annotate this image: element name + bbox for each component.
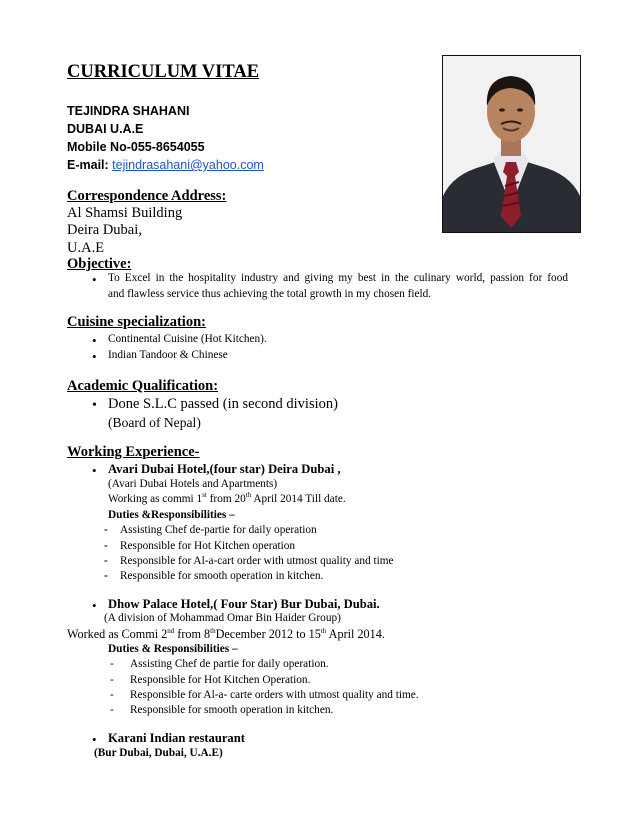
job2-period-b: from 8 (174, 627, 211, 641)
dash-icon: - (110, 674, 114, 686)
address-line: Deira Dubai, (67, 222, 142, 238)
academic-heading: Academic Qualification: (67, 378, 219, 394)
dash-icon: - (104, 524, 108, 536)
bullet-icon: • (92, 272, 97, 287)
bullet-icon: • (92, 398, 97, 413)
job2-title: Dhow Palace Hotel,( Four Star) Bur Dubai, Dubai. (108, 597, 380, 611)
cuisine-item: Continental Cuisine (Hot Kitchen). (108, 333, 267, 345)
address-line: Al Shamsi Building (67, 205, 183, 221)
academic-sub: (Board of Nepal) (108, 415, 201, 430)
job2-duties-heading: Duties & Responsibilities – (108, 643, 238, 655)
job1-duty: Responsible for Al-a-cart order with utmost quality and time (120, 555, 394, 567)
job2-period-sup1: nd (167, 626, 175, 635)
bullet-icon: • (92, 598, 97, 613)
address-line: U.A.E (67, 240, 105, 256)
job2-duty: Responsible for Al-a- carte orders with utmost quality and time. (130, 689, 419, 701)
job2-period-sup3: th (320, 626, 327, 635)
email-label: E-mail: (67, 158, 113, 172)
academic-item: Done S.L.C passed (in second division) (108, 396, 338, 412)
job1-duties-heading: Duties &Responsibilities – (108, 509, 235, 521)
dash-icon: - (110, 704, 114, 716)
objective-text-line1: To Excel in the hospitality industry and giving my best in the culinary world, passion for food (108, 272, 568, 284)
objective-text-line2: and flawless service thus achieving the total growth in my chosen field. (108, 288, 432, 300)
document-title: CURRICULUM VITAE (67, 62, 260, 82)
job1-period-c: April 2014 Till date. (251, 493, 346, 505)
job2-period (67, 627, 385, 642)
profile-photo (442, 55, 581, 233)
job2-period-c: December 2012 to 15 (215, 627, 321, 641)
job1-duty: Assisting Chef de-partie for daily operation (120, 524, 317, 536)
job3-title: Karani Indian restaurant (108, 731, 245, 745)
job1-period (108, 493, 346, 505)
candidate-location: DUBAI U.A.E (67, 122, 144, 136)
bullet-icon: • (92, 333, 97, 348)
dash-icon: - (104, 555, 108, 567)
job1-period-a: Working as commi 1 (108, 493, 203, 505)
job2-duty: Assisting Chef de partie for daily operation. (130, 658, 329, 670)
work-heading: Working Experience- (67, 444, 200, 460)
correspondence-heading: Correspondence Address: (67, 188, 227, 204)
job1-title: Avari Dubai Hotel,(four star) Deira Dubai , (108, 462, 341, 476)
cuisine-item: Indian Tandoor & Chinese (108, 349, 228, 361)
bullet-icon: • (92, 732, 97, 747)
job2-period-sup2: th (210, 626, 216, 635)
dash-icon: - (104, 570, 108, 582)
dash-icon: - (104, 540, 108, 552)
dash-icon: - (110, 689, 114, 701)
job2-period-d: April 2014. (326, 627, 385, 641)
job1-duty: Responsible for smooth operation in kitchen. (120, 570, 324, 582)
job1-period-sup2: th (245, 491, 252, 500)
job2-duty: Responsible for Hot Kitchen Operation. (130, 674, 311, 686)
candidate-name: TEJINDRA SHAHANI (67, 104, 190, 118)
dash-icon: - (110, 658, 114, 670)
job3-sub: (Bur Dubai, Dubai, U.A.E) (94, 747, 223, 759)
job1-sub: (Avari Dubai Hotels and Apartments) (108, 478, 278, 490)
job2-period-a: Worked as Commi 2 (67, 627, 168, 641)
bullet-icon: • (92, 463, 97, 478)
email-line (67, 158, 264, 172)
job1-duty: Responsible for Hot Kitchen operation (120, 540, 296, 552)
job1-period-b: from 20 (206, 493, 246, 505)
candidate-mobile: Mobile No-055-8654055 (67, 140, 205, 154)
job2-sub: (A division of Mohammad Omar Bin Haider Group) (104, 612, 341, 624)
job1-period-sup1: st (202, 491, 207, 500)
cuisine-heading: Cuisine specialization: (67, 314, 206, 330)
email-link[interactable]: tejindrasahani@yahoo.com (112, 158, 264, 172)
portrait-image (443, 56, 580, 232)
job2-duty: Responsible for smooth operation in kitchen. (130, 704, 334, 716)
objective-heading: Objective: (67, 256, 132, 272)
bullet-icon: • (92, 349, 97, 364)
